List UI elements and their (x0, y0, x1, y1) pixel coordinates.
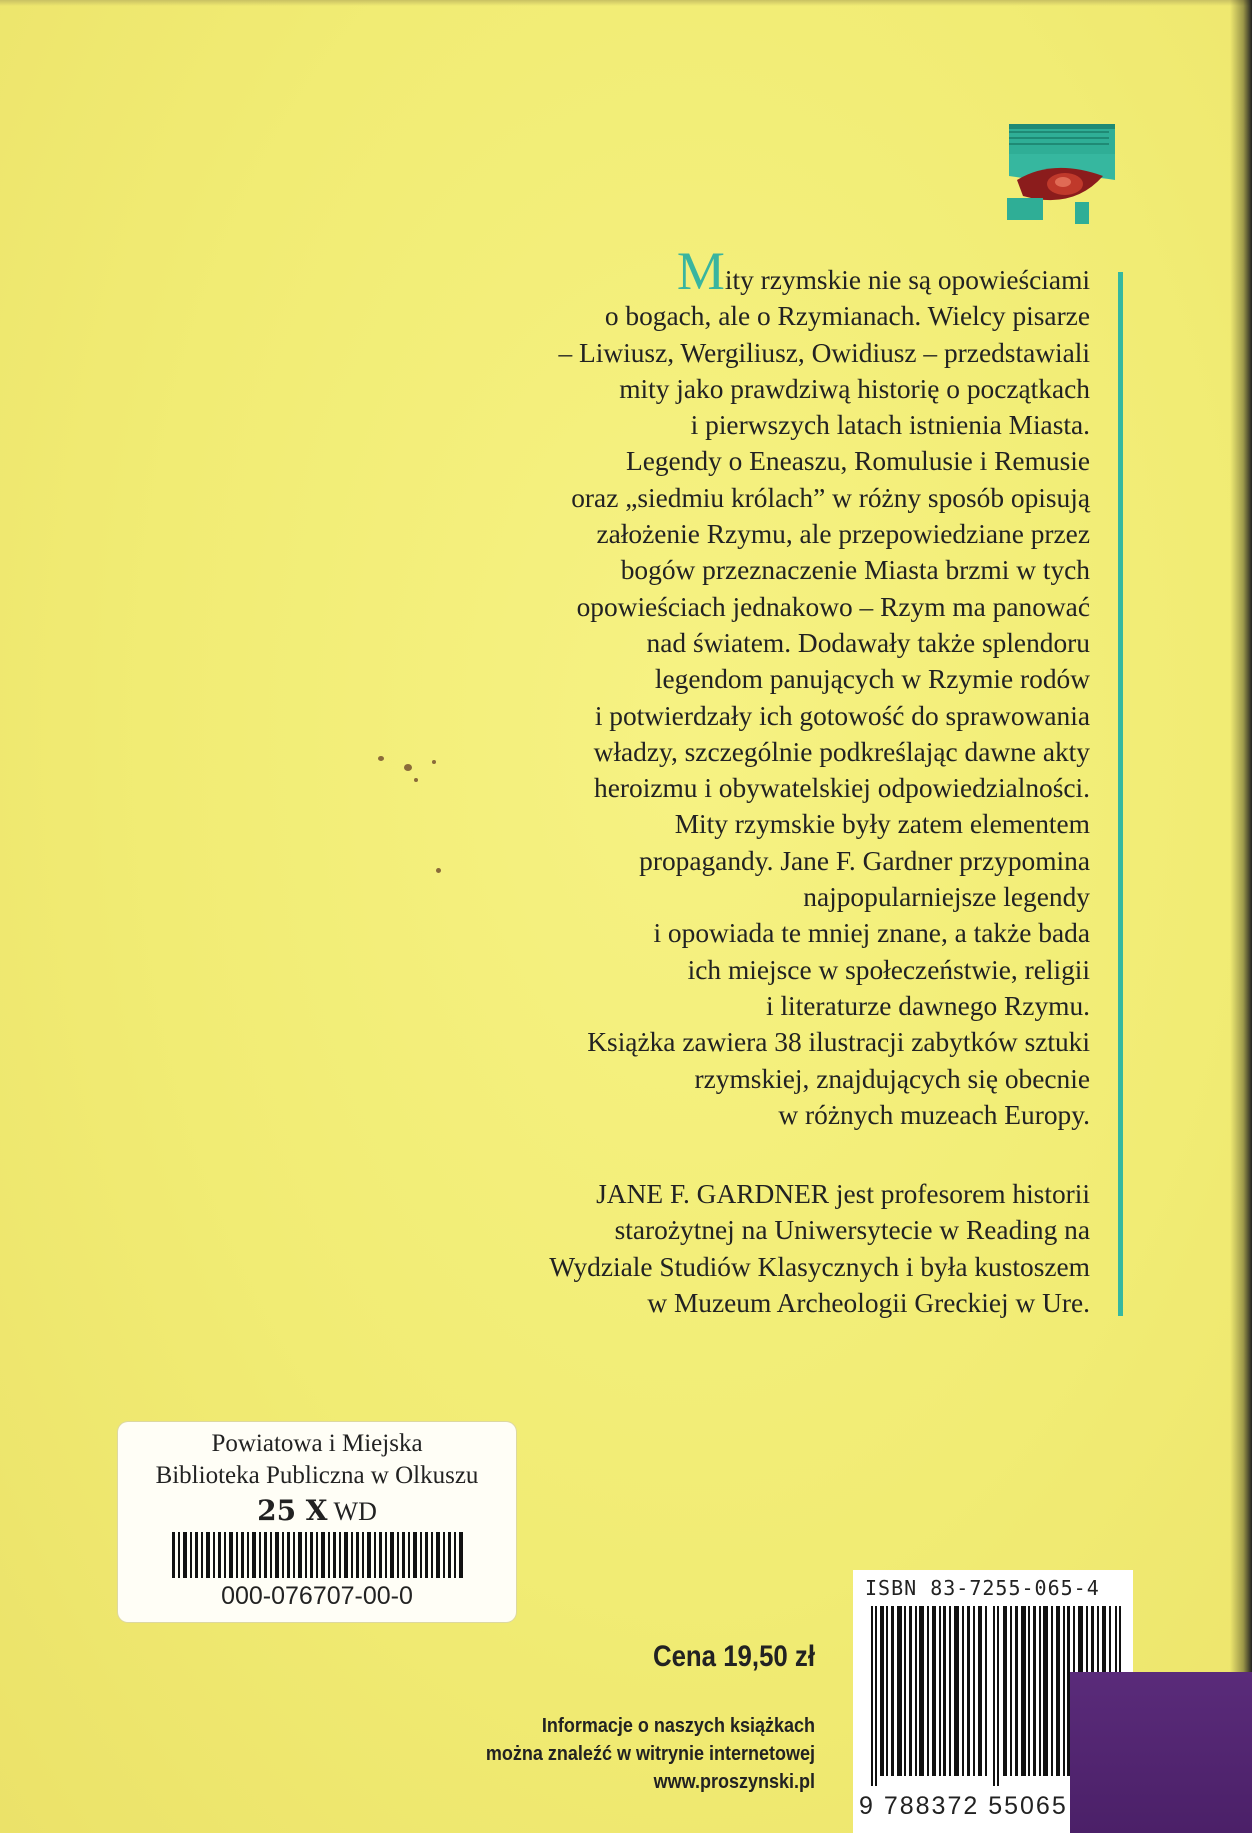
stain-speck (404, 764, 412, 771)
handwritten-code: 25 X (257, 1494, 328, 1527)
blurb-line: o bogach, ale o Rzymianach. Wielcy pisarze (604, 301, 1090, 332)
blurb-line: propagandy. Jane F. Gardner przypomina (639, 845, 1090, 876)
blurb-line: heroizmu i obywatelskiej odpowiedzialności. (594, 773, 1090, 804)
library-label (118, 1422, 516, 1622)
author-bio (400, 1176, 1090, 1321)
blurb-line: i pierwszych latach istnienia Miasta. (690, 410, 1090, 441)
stain-speck (436, 868, 441, 873)
blurb-line: Mity rzymskie były zatem elementem (674, 809, 1090, 840)
stain-speck (414, 778, 418, 782)
call-number-suffix: WD (327, 1497, 377, 1526)
publisher-url: www.proszynski.pl (653, 1771, 815, 1793)
drop-cap: M (676, 241, 725, 301)
stain-speck (378, 756, 384, 761)
blurb-line: Legendy o Eneaszu, Romulusie i Remusie (625, 446, 1090, 477)
blurb-line: mity jako prawdziwą historię o początkach (619, 373, 1090, 404)
blurb-line: założenie Rzymu, ale przepowiedziane przez (596, 519, 1090, 550)
cover-right-edge (1230, 0, 1252, 1833)
blurb-line: w różnych muzeach Europy. (778, 1099, 1090, 1130)
isbn-text: ISBN 83-7255-065-4 (865, 1576, 1100, 1600)
blurb-line: bogów przeznaczenie Miasta brzmi w tych (620, 555, 1090, 586)
blurb-line: oraz „siedmiu królach” w różny sposób opisują (571, 482, 1090, 513)
library-call-number (118, 1494, 516, 1527)
blurb-line: i opowiada te mniej znane, a także bada (653, 918, 1090, 949)
eye-of-horus-icon (1003, 118, 1121, 226)
stain-speck (432, 760, 436, 764)
info-line: Informacje o naszych książkach (541, 1715, 815, 1737)
library-barcode (172, 1532, 464, 1578)
blurb-line: władzy, szczególnie podkreślając dawne akty (593, 736, 1090, 767)
blurb-line: i literaturze dawnego Rzymu. (765, 990, 1090, 1021)
blurb-line: opowieściach jednakowo – Rzym ma panować (576, 591, 1090, 622)
accent-rule (1118, 272, 1123, 1316)
library-name-line2: Biblioteka Publiczna w Olkuszu (155, 1462, 479, 1489)
blurb-line: Książka zawiera 38 ilustracji zabytków sztuki (587, 1027, 1090, 1058)
cover-top-edge (0, 0, 1252, 6)
blurb-line: Mity rzymskie nie są opowieściami (676, 241, 1090, 301)
bio-line: w Muzeum Archeologii Greckiej w Ure. (647, 1287, 1090, 1318)
book-blurb (400, 241, 1090, 1133)
isbn-digits: 9 788372 55065 (859, 1792, 1068, 1820)
bio-line: Wydziale Studiów Klasycznych i była kustoszem (549, 1251, 1090, 1282)
blurb-line: nad światem. Dodawały także splendoru (646, 627, 1090, 658)
bio-line: starożytnej na Uniwersytecie w Reading na (614, 1215, 1090, 1246)
library-barcode-number: 000-076707-00-0 (221, 1582, 413, 1610)
blurb-line: ich miejsce w społeczeństwie, religii (687, 954, 1090, 985)
price: Cena 19,50 zł (652, 1640, 815, 1673)
blurb-line: i potwierdzały ich gotowość do sprawowania (594, 700, 1090, 731)
blurb-line: – Liwiusz, Wergiliusz, Owidiusz – przedstawiali (558, 337, 1090, 368)
blurb-line: najpopularniejsze legendy (803, 882, 1090, 913)
publisher-info (460, 1712, 816, 1796)
info-line: można znaleźć w witrynie internetowej (485, 1743, 815, 1765)
library-color-sticker (1070, 1672, 1252, 1833)
bio-line: JANE F. GARDNER jest profesorem historii (596, 1179, 1090, 1209)
blurb-line: legendom panujących w Rzymie rodów (654, 664, 1090, 695)
library-name-line1: Powiatowa i Miejska (211, 1430, 423, 1457)
blurb-line: rzymskiej, znajdujących się obecnie (694, 1063, 1090, 1094)
